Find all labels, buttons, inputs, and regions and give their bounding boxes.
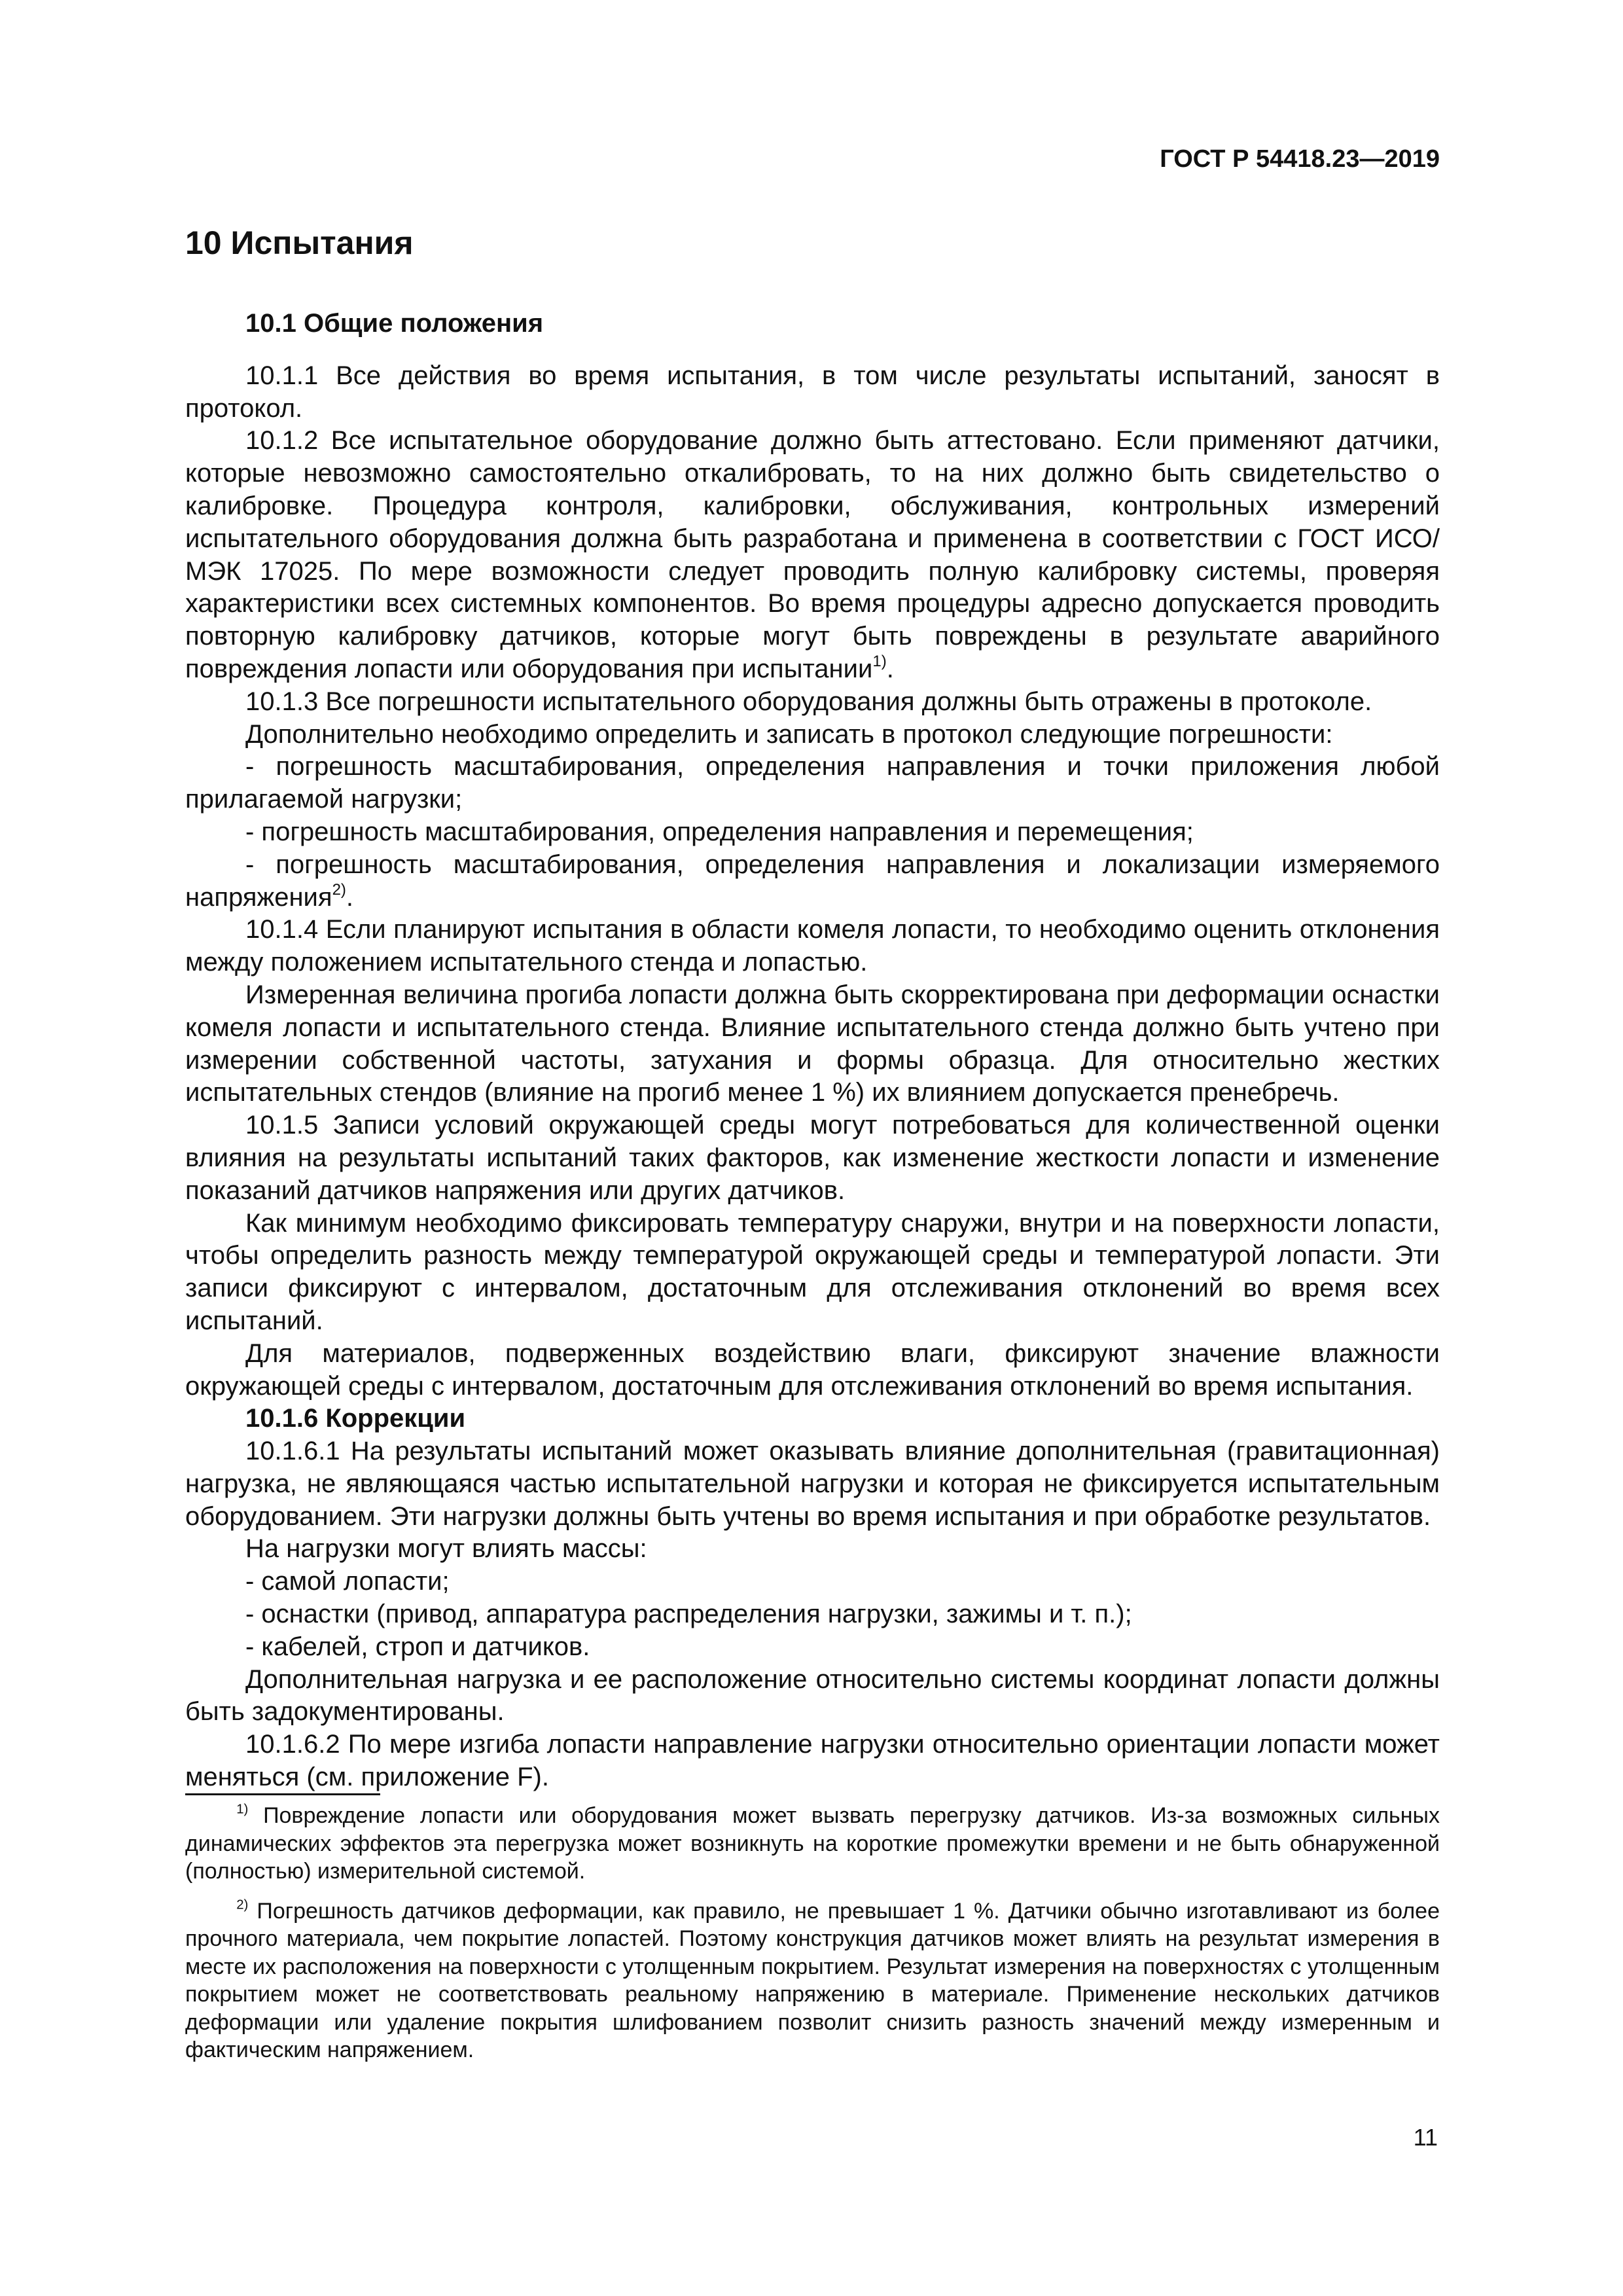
footnote-2-mark: 2): [236, 1897, 249, 1912]
footnote-1: [185, 1802, 1440, 1886]
paragraph-10-1-4: 10.1.4 Если планируют испытания в области комеля лопасти, то необходимо оценить отклонения между положением испытательного стенда и лопастью.: [185, 915, 1440, 977]
paragraph-10-1-6-2: 10.1.6.2 По мере изгиба лопасти направление нагрузки относительно ориентации лопасти может меняться (см. приложение F).: [185, 1730, 1440, 1792]
list-item-blade: - самой лопасти;: [245, 1567, 450, 1596]
paragraph-10-1-6-1: 10.1.6.1 На результаты испытаний может оказывать влияние дополнительная (гравитационная) нагрузка, не являющаяся частью испытательной нагрузки и которая не фиксируется испытательным оборудованием. Эти нагрузки должны быть учтены во время испытания и при обработке результатов.: [185, 1437, 1440, 1531]
subsection-title: 10.1 Общие положения: [245, 309, 544, 338]
subsection-10-1-6-title: 10.1.6 Коррекции: [245, 1404, 466, 1433]
paragraph-end: .: [886, 654, 894, 683]
list-item-text: - погрешность масштабирования, определения направления и локализации измеряемого напряжения: [185, 850, 1440, 912]
list-item-stress-error: [185, 849, 1440, 914]
list-item-load-error: - погрешность масштабирования, определения направления и точки приложения любой прилагаемой нагрузки;: [185, 752, 1440, 814]
footnote-separator: [185, 1793, 380, 1795]
footnote-2: [185, 1897, 1440, 2064]
standard-designation: ГОСТ Р 54418.23—2019: [1160, 145, 1440, 173]
list-item-cables: - кабелей, строп и датчиков.: [245, 1632, 590, 1661]
footnote-1-mark: 1): [236, 1802, 249, 1817]
paragraph-additional-load: Дополнительная нагрузка и ее расположение относительно системы координат лопасти должны быть задокументированы.: [185, 1664, 1440, 1727]
footnote-ref-2[interactable]: 2): [332, 880, 346, 899]
paragraph-masses-intro: На нагрузки могут влиять массы:: [245, 1534, 647, 1564]
paragraph-temperature: Как минимум необходимо фиксировать температуру снаружи, внутри и на поверхности лопасти, чтобы определить разность между температурой окружающей среды и температурой лопасти. Эти записи фиксируют с интервалом, достаточным для отслеживания отклонений во время всех испытаний.: [185, 1208, 1440, 1335]
section-title: 10 Испытания: [185, 224, 414, 261]
list-item-fixture: - оснастки (привод, аппаратура распределения нагрузки, зажимы и т. п.);: [245, 1600, 1132, 1629]
footnote-1-text: Повреждение лопасти или оборудования может вызвать перегрузку датчиков. Из-за возможных сильных динамических эффектов эта перегрузка может возникнуть на короткие промежутки времени и не быть обнаруженной (полностью) измерительной системой.: [185, 1803, 1440, 1884]
paragraph-10-1-5: 10.1.5 Записи условий окружающей среды могут потребоваться для количественной оценки влияния на результаты испытаний таких факторов, как изменение жесткости лопасти и изменение показаний датчиков напряжения или других датчиков.: [185, 1111, 1440, 1205]
paragraph-10-1-3: 10.1.3 Все погрешности испытательного оборудования должны быть отражены в протоколе.: [245, 687, 1372, 716]
footnote-ref-1[interactable]: 1): [872, 653, 887, 671]
page-number: 11: [1413, 2124, 1438, 2151]
document-body: [185, 308, 1440, 1794]
footnotes: [185, 1802, 1440, 2076]
list-item-end: .: [346, 882, 354, 912]
list-item-displacement-error: - погрешность масштабирования, определения направления и перемещения;: [245, 817, 1194, 846]
footnote-2-text: Погрешность датчиков деформации, как правило, не превышает 1 %. Датчики обычно изготавливают из более прочного материала, чем покрытие лопастей. Поэтому конструкция датчиков может влиять на результат измерения в месте их расположения на поверхности с утолщенным покрытием. Результат измерения на поверхностях с утолщенным покрытием может не соответствовать реальному напряжению в материале. Применение нескольких датчиков деформации или удаление покрытия шлифованием позволит снизить разность значений между измеренным и фактическим напряжением.: [185, 1898, 1440, 2062]
paragraph-deflection: Измеренная величина прогиба лопасти должна быть скорректирована при деформации оснастки комеля лопасти и испытательного стенда. Влияние испытательного стенда должно быть учтено при измерении собственной частоты, затухания и формы образца. Для относительно жестких испытательных стендов (влияние на прогиб менее 1 %) их влиянием допускается пренебречь.: [185, 980, 1440, 1107]
paragraph-text: 10.1.2 Все испытательное оборудование должно быть аттестовано. Если применяют датчики, которые невозможно самостоятельно откалибровать, то на них должно быть свидетельство о калибровке. Процедура контроля, калибровки, обслуживания, контрольных измерений испытательного оборудования должна быть разработана и применена в соответствии с ГОСТ ИСО/МЭК 17025. По мере возможности следует проводить полную калибровку системы, проверяя характеристики всех системных компонентов. Во время процедуры адресно допускается проводить повторную калибровку датчиков, которые могут быть повреждены в результате аварийного повреждения лопасти или оборудования при испытании: [185, 426, 1440, 683]
paragraph-humidity: Для материалов, подверженных воздействию влаги, фиксируют значение влажности окружающей среды с интервалом, достаточным для отслеживания отклонений во время испытания.: [185, 1338, 1440, 1401]
paragraph-10-1-2: [185, 425, 1440, 685]
paragraph-10-1-1: 10.1.1 Все действия во время испытания, в том числе результаты испытаний, заносят в протокол.: [185, 361, 1440, 423]
paragraph-errors-intro: Дополнительно необходимо определить и записать в протокол следующие погрешности:: [245, 719, 1333, 749]
